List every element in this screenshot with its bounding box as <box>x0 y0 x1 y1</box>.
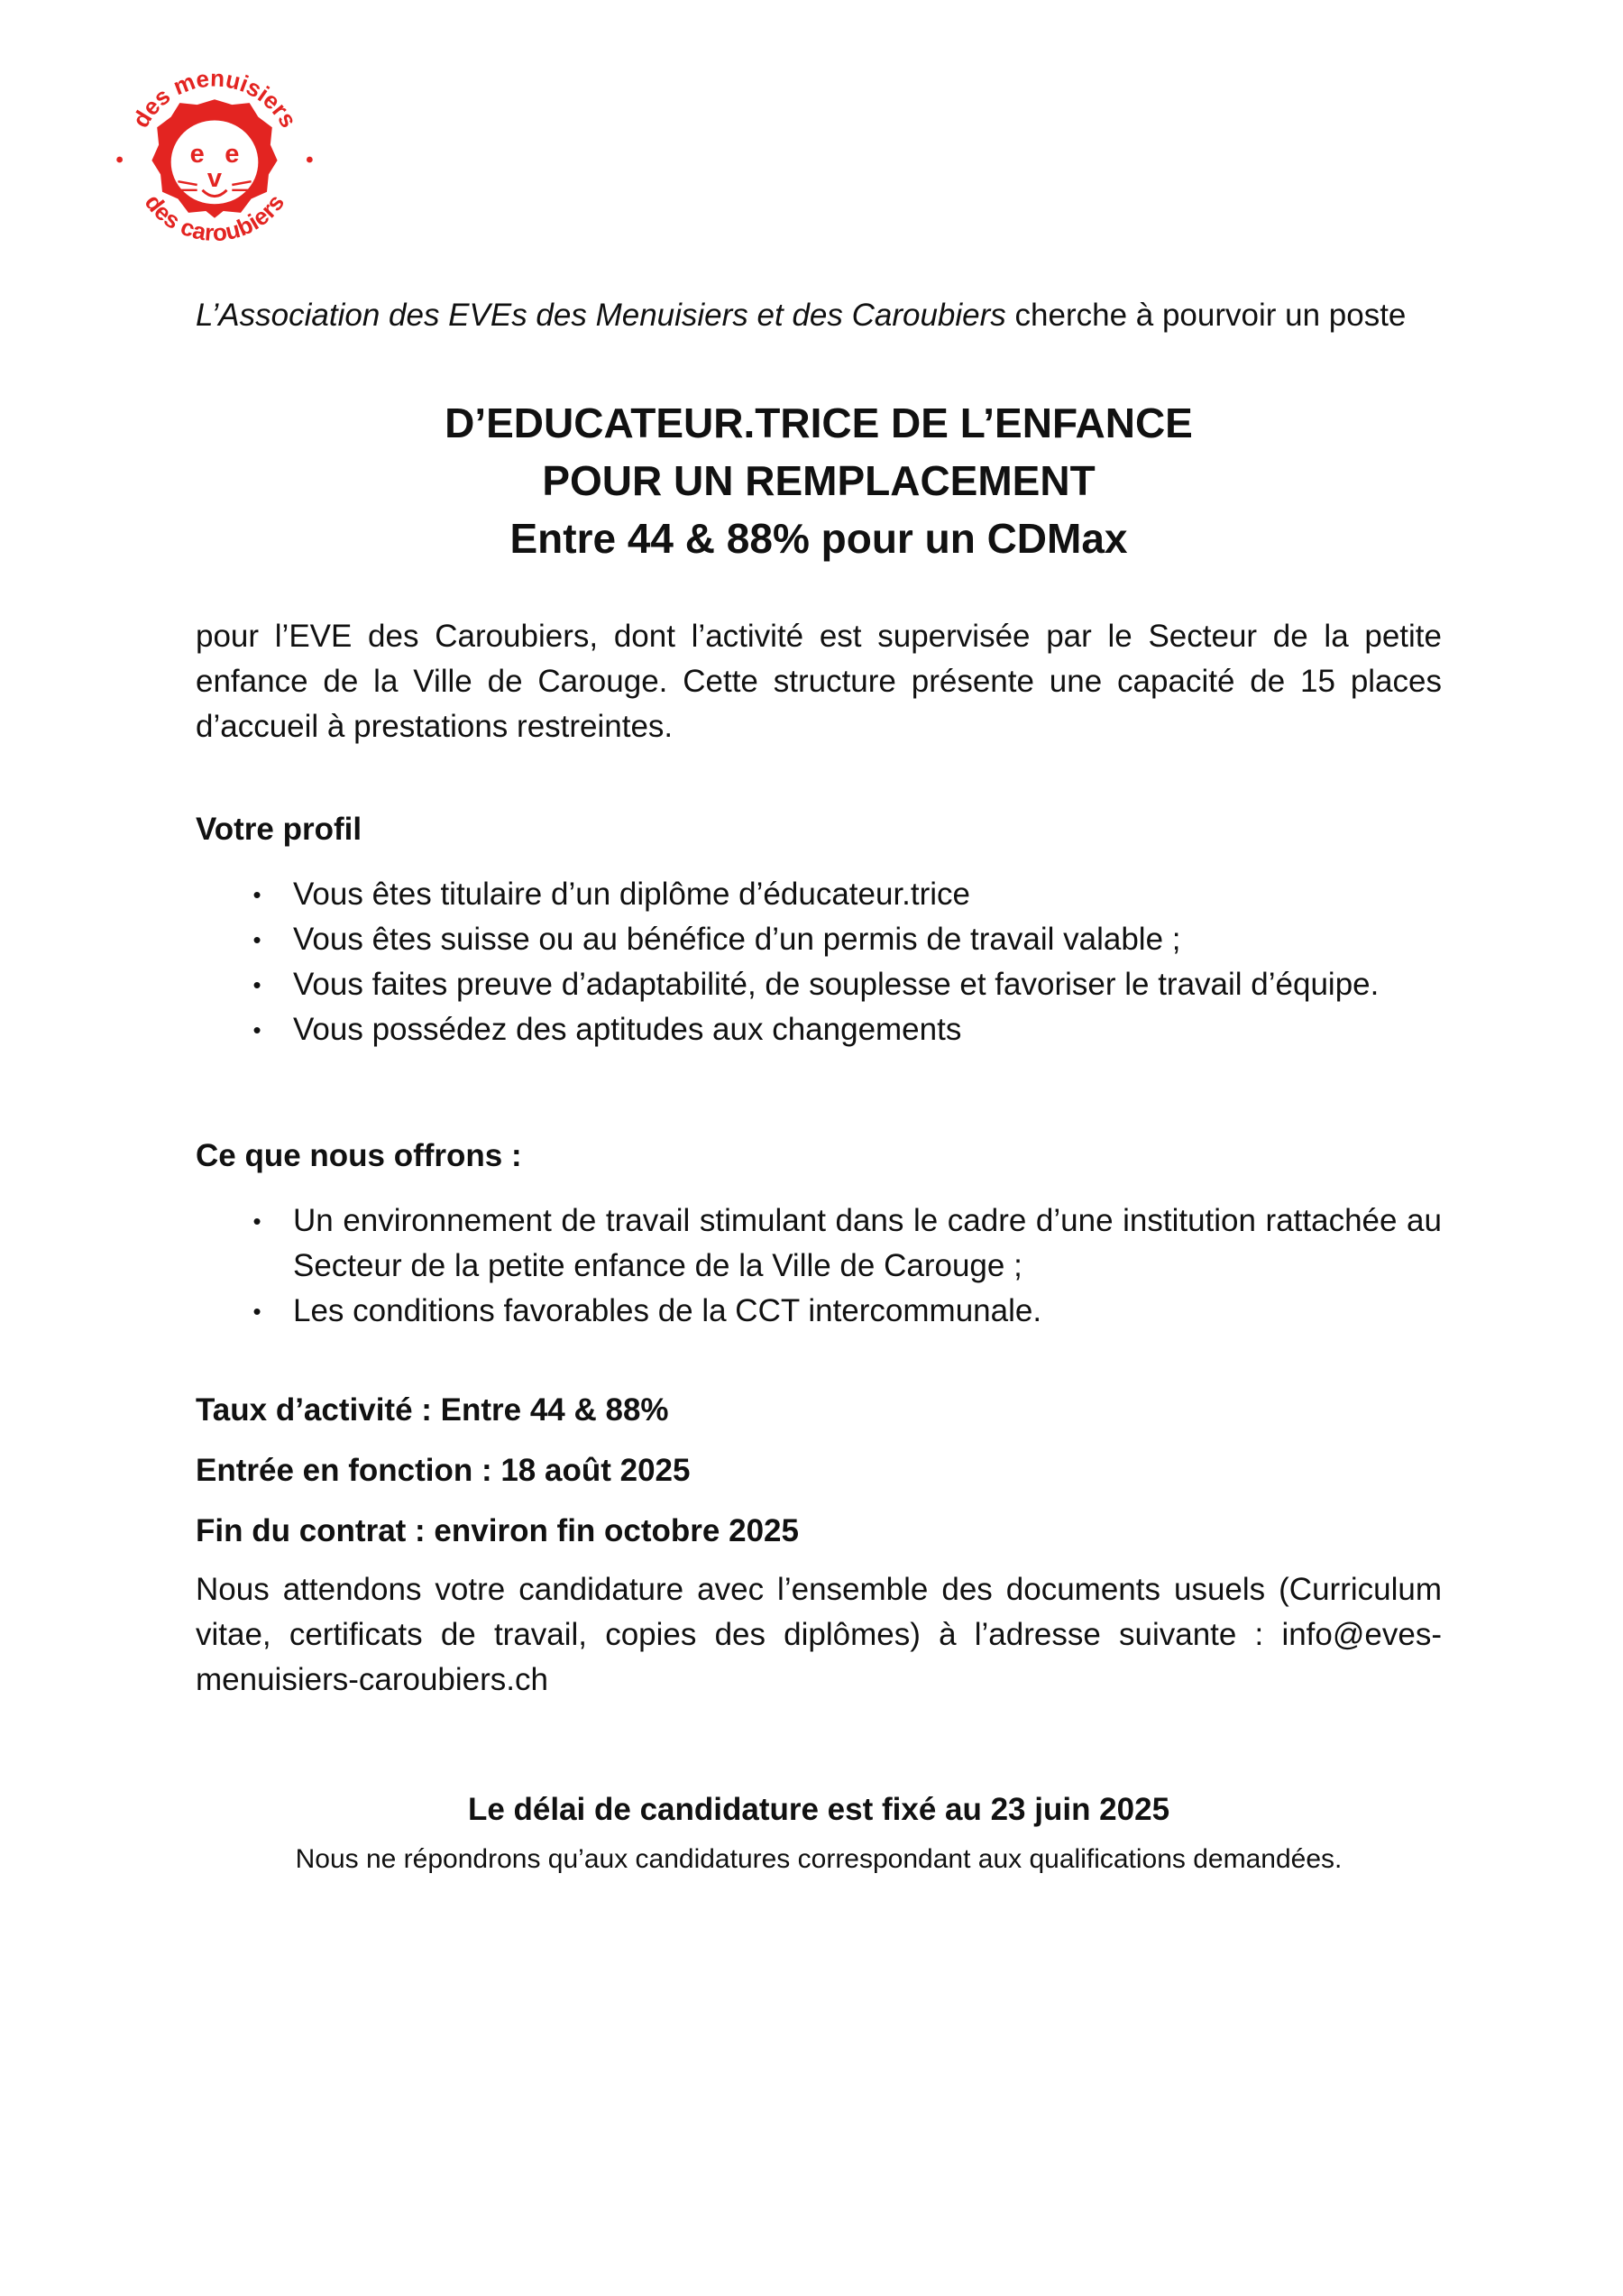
activity-rate: Taux d’activité : Entre 44 & 88% <box>196 1392 669 1428</box>
title-line-3: Entre 44 & 88% pour un CDMax <box>509 515 1128 562</box>
list-item: • Les conditions favorables de la CCT intercommunale. <box>196 1289 1442 1334</box>
intro <box>196 293 1442 338</box>
response-note: Nous ne répondrons qu’aux candidatures correspondant aux qualifications demandées. <box>295 1844 1343 1874</box>
bullet-icon: • <box>252 881 261 908</box>
list-item: • Vous faites preuve d’adaptabilité, de souplesse et favoriser le travail d’équipe. <box>196 962 1442 1007</box>
profile-heading: Votre profil <box>196 812 362 847</box>
bullet-icon: • <box>252 1298 261 1325</box>
job-posting <box>196 293 1442 1879</box>
logo-graphic <box>110 54 319 263</box>
bullet-icon: • <box>252 926 261 953</box>
offer-list <box>196 1199 1442 1334</box>
start-date: Entrée en fonction : 18 août 2025 <box>196 1453 691 1488</box>
title-line-1: D’EDUCATEUR.TRICE DE L’ENFANCE <box>445 400 1193 446</box>
svg-text:v: v <box>206 163 223 193</box>
offer-heading: Ce que nous offrons : <box>196 1138 522 1173</box>
svg-text:e: e <box>189 139 205 169</box>
intro-rest: cherche à pourvoir un poste <box>1005 298 1407 333</box>
logo-text-top: des menuisiers <box>126 64 303 133</box>
list-item: • Vous possédez des aptitudes aux changements <box>196 1007 1442 1052</box>
contract-end: Fin du contrat : environ fin octobre 2025 <box>196 1513 799 1548</box>
list-item: • Vous êtes suisse ou au bénéfice d’un permis de travail valable ; <box>196 917 1442 962</box>
association-name: L’Association des EVEs des Menuisiers et des Caroubiers <box>196 298 1006 333</box>
lion-face-icon <box>151 99 277 217</box>
list-item: • Un environnement de travail stimulant dans le cadre d’une institution rattachée au Secteur de la petite enfance de la Ville de Carouge ; <box>196 1199 1442 1289</box>
title-line-2: POUR UN REMPLACEMENT <box>542 457 1096 504</box>
application-instructions: Nous attendons votre candidature avec l’ensemble des documents usuels (Curriculum vitae, certificats de travail, copies des diplômes) à l’adresse suivante : info@eves-menuisiers-caroubiers.ch <box>196 1572 1442 1697</box>
bullet-icon: • <box>252 1016 261 1043</box>
logo-text-bottom: des caroubiers <box>139 188 290 247</box>
svg-text:e: e <box>225 139 240 169</box>
list-item: • Vous êtes titulaire d’un diplôme d’éducateur.trice <box>196 872 1442 917</box>
logo <box>110 54 319 263</box>
bullet-icon: • <box>252 971 261 998</box>
profile-list <box>196 872 1442 1052</box>
posting-title <box>196 394 1442 567</box>
description: pour l’EVE des Caroubiers, dont l’activité est supervisée par le Secteur de la petite enfance de la Ville de Carouge. Cette structure présente une capacité de 15 places d’accueil à prestations restreintes. <box>196 619 1442 744</box>
application-deadline: Le délai de candidature est fixé au 23 juin 2025 <box>467 1792 1170 1827</box>
bullet-icon: • <box>252 1208 261 1235</box>
